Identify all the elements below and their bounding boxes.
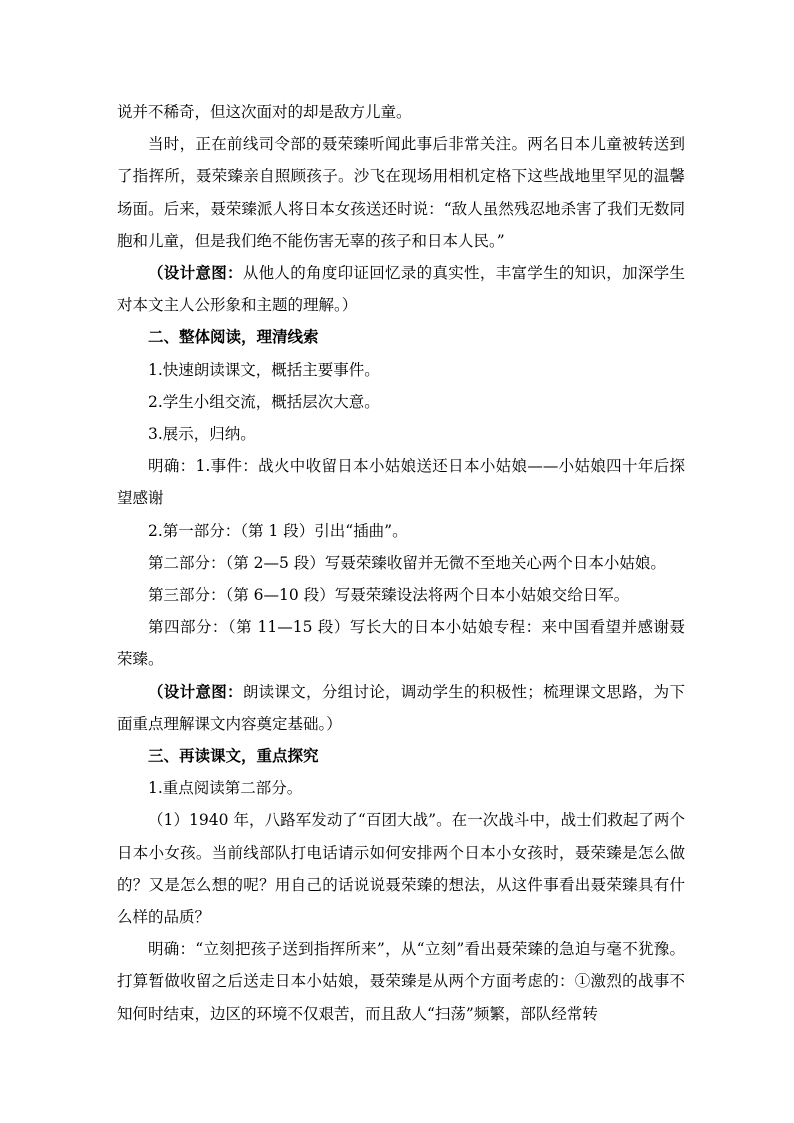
list-item-read-aloud: 1.快速朗读课文，概括主要事件。 <box>148 360 380 379</box>
answer-part-one: 2.第一部分：（第 1 段）引出“插曲”。 <box>148 521 408 540</box>
list-item-summary: 3.展示，归纳。 <box>148 425 256 444</box>
answer-part-three: 第三部分：（第 6—10 段）写聂荣臻设法将两个日本小姑娘交给日军。 <box>148 586 630 605</box>
question-hundred-regiments: （1）1940 年，八路军发动了“百团大战”。在一次战斗中，战士们救起了两个日本小女孩。当前线部队打电话请示如何安排两个日本小女孩时，聂荣臻是怎么做的？又是怎么想的呢？用自己的话说说聂荣臻的想法，从这件事看出聂荣臻具有什么样的品质？ <box>117 811 685 927</box>
answer-events: 明确：1.事件：战火中收留日本小姑娘送还日本小姑娘——小姑娘四十年后探望感谢 <box>117 457 685 508</box>
design-intent-note <box>117 676 685 740</box>
design-intent-note <box>117 257 685 321</box>
section-heading-close-reading: 三、再读课文，重点探究 <box>148 746 319 766</box>
list-item-group-discussion: 2.学生小组交流，概括层次大意。 <box>148 392 380 411</box>
section-heading-overall-reading: 二、整体阅读，理清线索 <box>148 327 319 347</box>
design-intent-text: 从他人的角度印证回忆录的真实性，丰富学生的知识，加深学生对本文主人公形象和主题的理解。） <box>117 264 685 315</box>
list-item-focus-part-two: 1.重点阅读第二部分。 <box>148 779 303 798</box>
document-body <box>117 96 685 1030</box>
design-intent-label: （设计意图： <box>148 681 243 701</box>
answer-part-four: 第四部分：（第 11—15 段）写长大的日本小姑娘专程：来中国看望并感谢聂荣臻。 <box>117 618 685 669</box>
design-intent-label: （设计意图： <box>148 263 243 283</box>
paragraph-continuation: 说并不稀奇，但这次面对的却是敌方儿童。 <box>117 103 412 121</box>
answer-immediately: 明确：“立刻把孩子送到指挥所来”，从“立刻”看出聂荣臻的急迫与毫不犹豫。打算暂做收留之后送走日本小姑娘，聂荣臻是从两个方面考虑的：①激烈的战事不知何时结束，边区的环境不仅艰苦，而且敌人“扫荡”频繁，部队经常转 <box>117 940 685 1023</box>
answer-part-two: 第二部分：（第 2—5 段）写聂荣臻收留并无微不至地关心两个日本小姑娘。 <box>148 553 666 572</box>
paragraph-nie-rongzhen-concern: 当时，正在前线司令部的聂荣臻听闻此事后非常关注。两名日本儿童被转送到了指挥所，聂荣臻亲自照顾孩子。沙飞在现场用相机定格下这些战地里罕见的温馨场面。后来，聂荣臻派人将日本女孩送还时说：“敌人虽然残忍地杀害了我们无数同胞和儿童，但是我们绝不能伤害无辜的孩子和日本人民。” <box>117 135 685 250</box>
design-intent-text: 朗读课文，分组讨论，调动学生的积极性；梳理课文思路，为下面重点理解课文内容奠定基础。） <box>117 682 685 733</box>
